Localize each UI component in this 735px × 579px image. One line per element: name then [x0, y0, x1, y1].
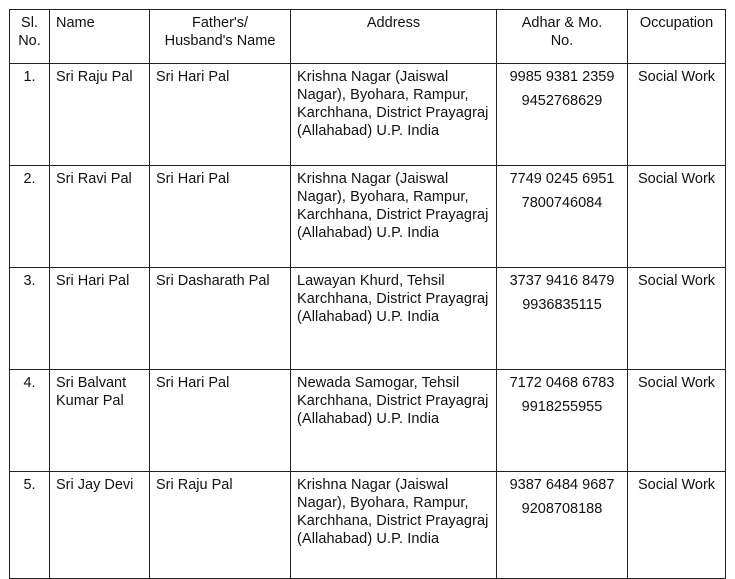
table-row	[10, 268, 726, 370]
header-sl-no: Sl. No.	[10, 10, 50, 64]
mobile-number: 7800746084	[521, 195, 603, 211]
sl-no-cell: 3.	[10, 268, 50, 370]
header-occupation: Occupation	[628, 10, 726, 64]
name-cell: Sri Jay Devi	[50, 472, 150, 579]
occupation-cell: Social Work	[628, 268, 726, 370]
adhar-mobile-cell	[497, 64, 628, 166]
sl-no-cell: 2.	[10, 166, 50, 268]
mobile-number: 9918255955	[521, 399, 603, 415]
sl-no-cell: 1.	[10, 64, 50, 166]
occupation-cell: Social Work	[628, 370, 726, 472]
name-cell: Sri Hari Pal	[50, 268, 150, 370]
father-name-cell: Sri Hari Pal	[150, 166, 291, 268]
adhar-number: 9387 6484 9687	[509, 477, 615, 493]
address-cell: Krishna Nagar (Jaiswal Nagar), Byohara, Rampur, Karchhana, District Prayagraj (Allahabad) U.P. India	[291, 166, 497, 268]
address-cell: Krishna Nagar (Jaiswal Nagar), Byohara, Rampur, Karchhana, District Prayagraj (Allahabad) U.P. India	[291, 64, 497, 166]
adhar-mobile-cell	[497, 166, 628, 268]
adhar-number: 7749 0245 6951	[509, 171, 615, 187]
header-adhar-mobile: Adhar & Mo. No.	[497, 10, 628, 64]
table-row	[10, 472, 726, 579]
mobile-number: 9208708188	[521, 501, 603, 517]
member-details-table	[9, 9, 726, 579]
name-cell: Sri Ravi Pal	[50, 166, 150, 268]
header-address: Address	[291, 10, 497, 64]
table-row	[10, 64, 726, 166]
header-row	[10, 10, 726, 64]
address-cell: Newada Samogar, Tehsil Karchhana, District Prayagraj (Allahabad) U.P. India	[291, 370, 497, 472]
sl-no-cell: 4.	[10, 370, 50, 472]
adhar-mobile-cell	[497, 268, 628, 370]
mobile-number: 9936835115	[522, 297, 602, 313]
adhar-mobile-cell	[497, 370, 628, 472]
adhar-mobile-cell	[497, 472, 628, 579]
mobile-number: 9452768629	[521, 93, 603, 109]
adhar-number: 3737 9416 8479	[509, 273, 615, 289]
name-cell: Sri Raju Pal	[50, 64, 150, 166]
address-cell: Krishna Nagar (Jaiswal Nagar), Byohara, Rampur, Karchhana, District Prayagraj (Allahabad) U.P. India	[291, 472, 497, 579]
adhar-number: 9985 9381 2359	[509, 69, 615, 85]
occupation-cell: Social Work	[628, 166, 726, 268]
occupation-cell: Social Work	[628, 64, 726, 166]
name-cell: Sri Balvant Kumar Pal	[50, 370, 150, 472]
father-name-cell: Sri Dasharath Pal	[150, 268, 291, 370]
father-name-cell: Sri Hari Pal	[150, 370, 291, 472]
father-name-cell: Sri Raju Pal	[150, 472, 291, 579]
father-name-cell: Sri Hari Pal	[150, 64, 291, 166]
header-father-husband-name: Father's/ Husband's Name	[150, 10, 291, 64]
occupation-cell: Social Work	[628, 472, 726, 579]
table-row	[10, 166, 726, 268]
sl-no-cell: 5.	[10, 472, 50, 579]
table-row	[10, 370, 726, 472]
adhar-number: 7172 0468 6783	[509, 375, 615, 391]
header-name: Name	[50, 10, 150, 64]
address-cell: Lawayan Khurd, Tehsil Karchhana, District Prayagraj (Allahabad) U.P. India	[291, 268, 497, 370]
